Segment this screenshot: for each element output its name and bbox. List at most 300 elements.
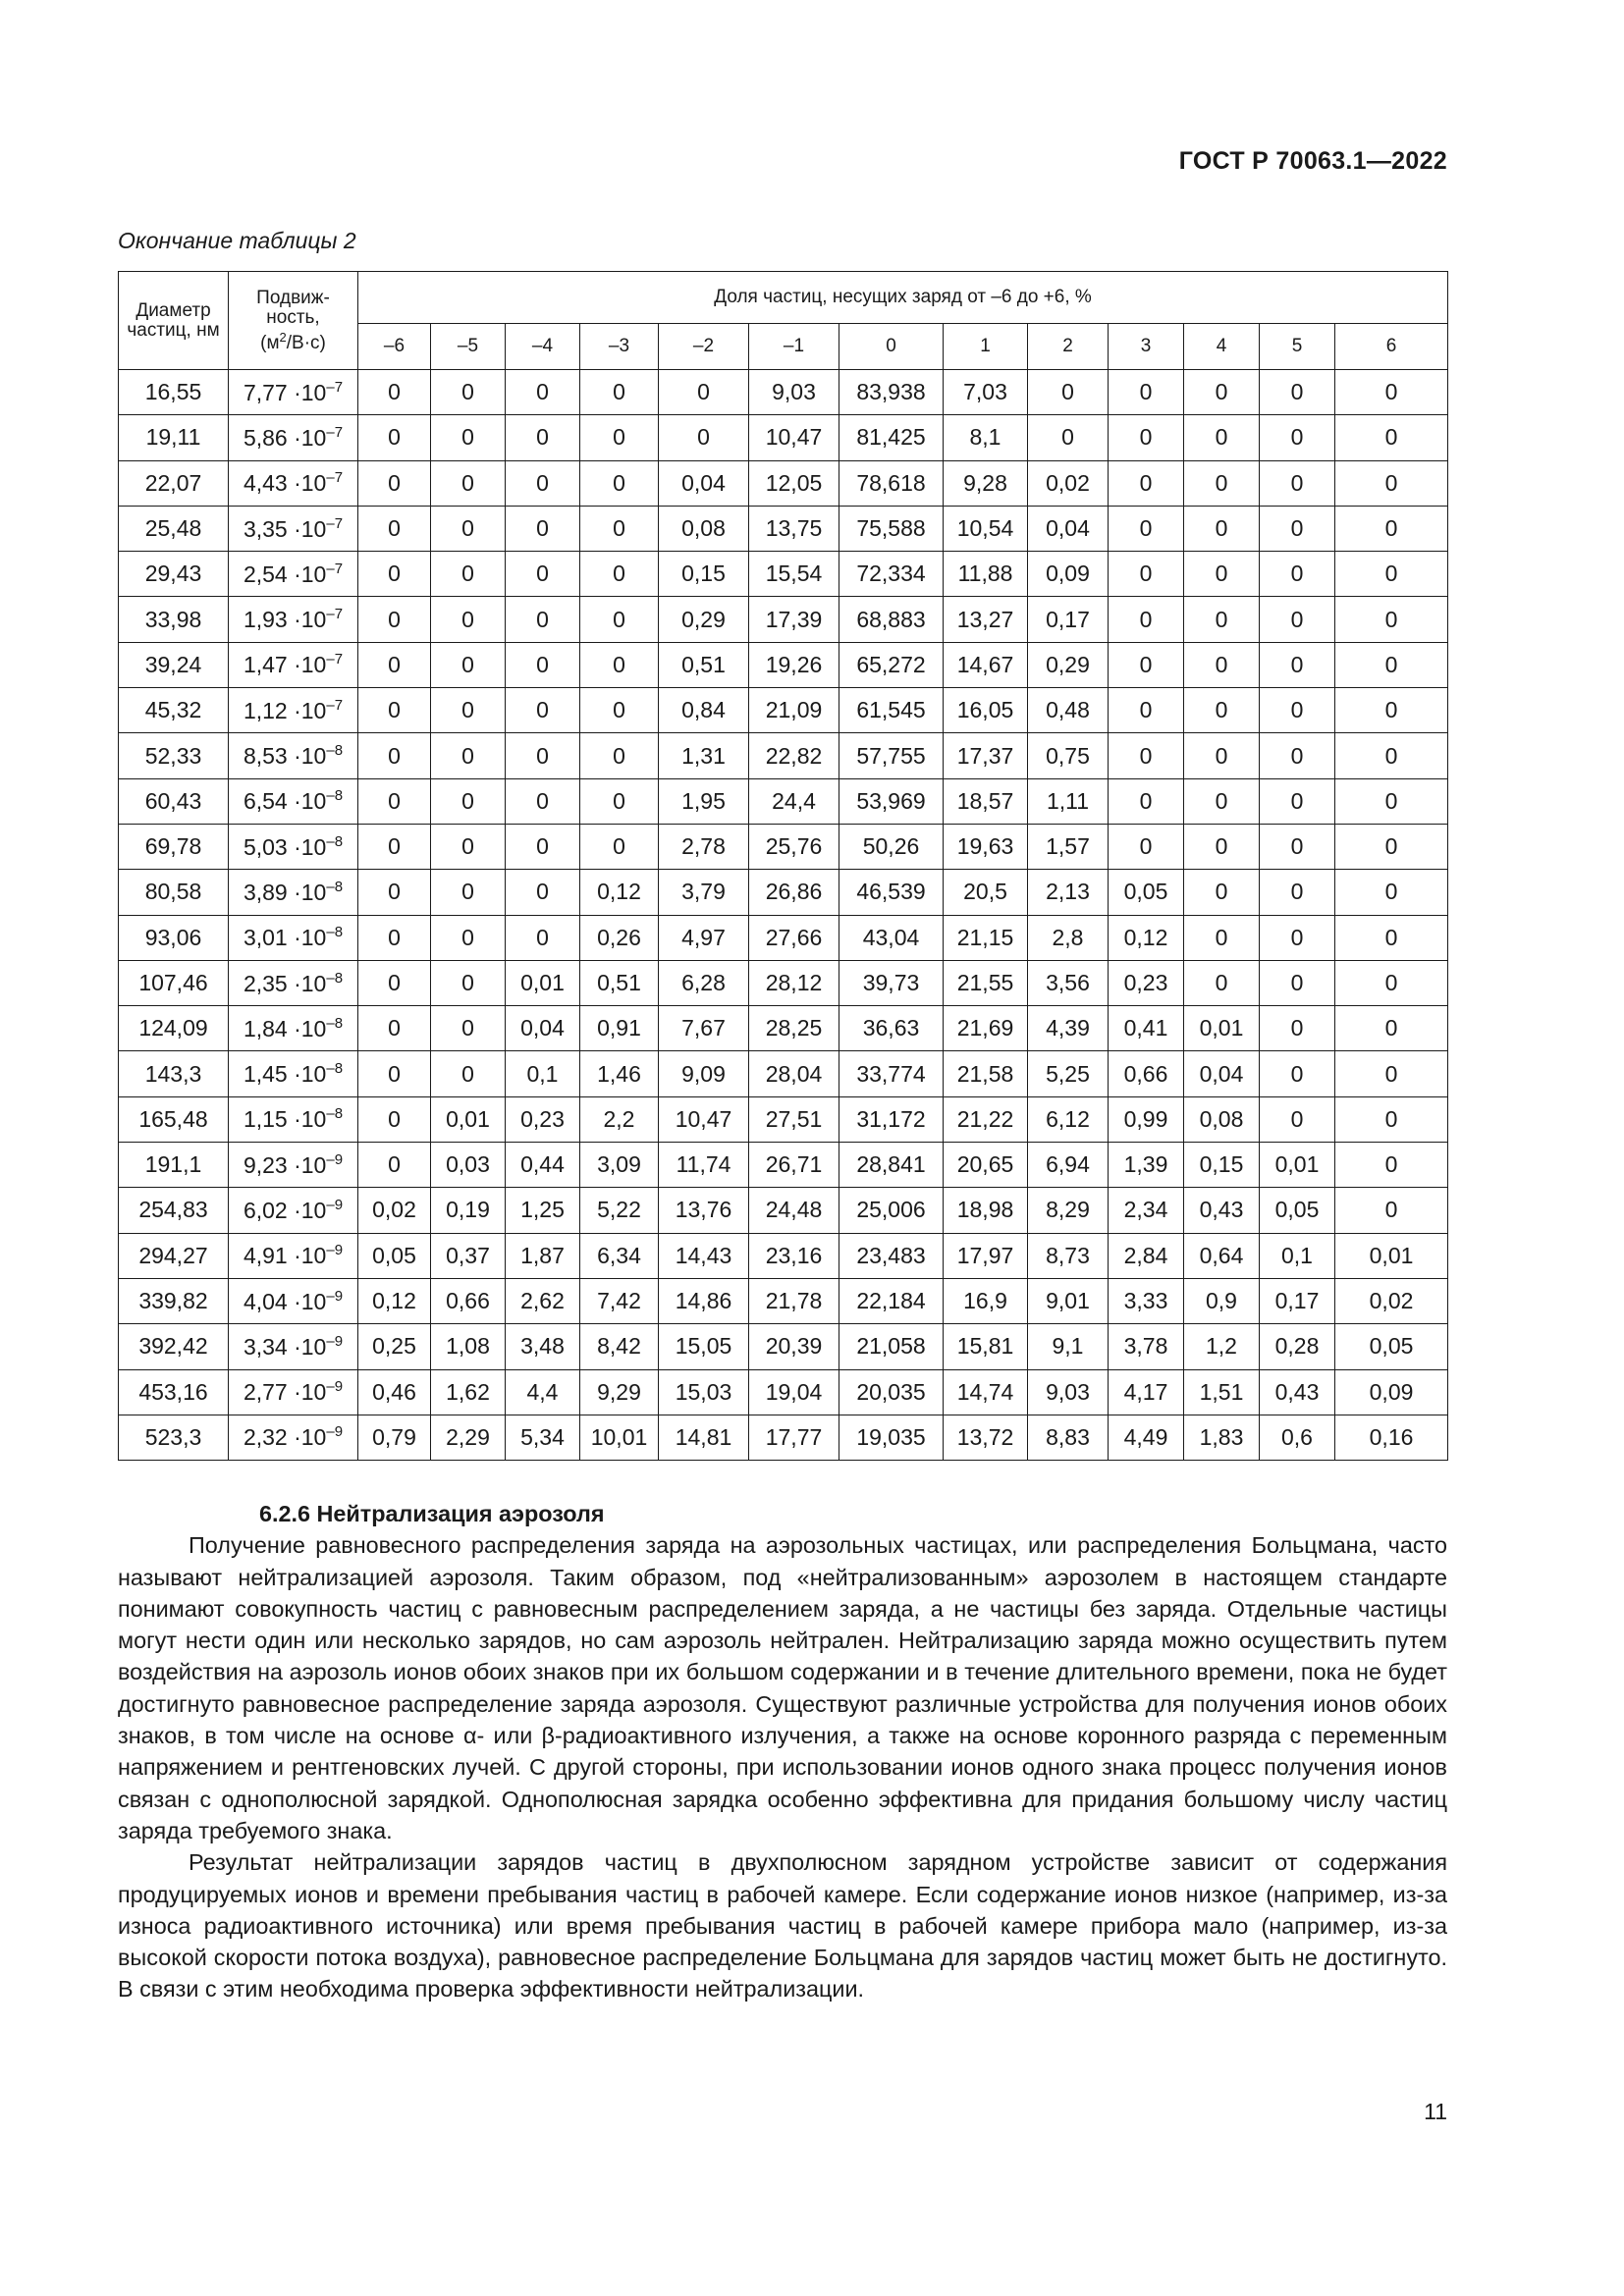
cell-charge-fraction: 0 — [1335, 1006, 1448, 1051]
cell-charge-fraction: 0,04 — [1028, 506, 1109, 551]
mobility-mantissa: 3,01 ·10 — [243, 925, 327, 951]
cell-charge-fraction: 0 — [580, 460, 659, 506]
cell-charge-fraction: 28,04 — [749, 1051, 839, 1096]
cell-charge-fraction: 0,29 — [1028, 642, 1109, 687]
cell-charge-fraction: 11,88 — [944, 552, 1028, 597]
cell-charge-fraction: 1,31 — [659, 733, 749, 778]
cell-charge-fraction: 0 — [506, 642, 580, 687]
cell-charge-fraction: 0,01 — [1260, 1143, 1335, 1188]
cell-charge-fraction: 0 — [1028, 370, 1109, 415]
cell-charge-fraction: 0 — [358, 1143, 431, 1188]
cell-charge-fraction: 6,34 — [580, 1233, 659, 1278]
mobility-exponent: –8 — [326, 878, 344, 895]
cell-charge-fraction: 0,04 — [1184, 1051, 1260, 1096]
cell-charge-fraction: 0 — [1260, 552, 1335, 597]
cell-charge-fraction: 0 — [358, 370, 431, 415]
table-row — [119, 1278, 1448, 1323]
cell-mobility — [229, 1143, 358, 1188]
table-row — [119, 506, 1448, 551]
cell-charge-fraction: 0,23 — [1109, 960, 1184, 1005]
cell-charge-fraction: 13,27 — [944, 597, 1028, 642]
cell-charge-fraction: 0 — [1260, 915, 1335, 960]
table-row — [119, 552, 1448, 597]
cell-charge-fraction: 0,04 — [506, 1006, 580, 1051]
cell-charge-fraction: 0,01 — [1335, 1233, 1448, 1278]
mobility-mantissa: 6,54 ·10 — [243, 788, 327, 815]
cell-charge-fraction: 31,172 — [839, 1096, 944, 1142]
cell-charge-fraction: 0 — [358, 415, 431, 460]
header-charge-0: –6 — [358, 324, 431, 370]
cell-mobility — [229, 506, 358, 551]
cell-charge-fraction: 0 — [1184, 915, 1260, 960]
cell-charge-fraction: 0 — [506, 915, 580, 960]
table-row — [119, 915, 1448, 960]
cell-charge-fraction: 0 — [358, 1096, 431, 1142]
cell-charge-fraction: 46,539 — [839, 870, 944, 915]
header-charge-1: –5 — [431, 324, 506, 370]
cell-charge-fraction: 0 — [580, 370, 659, 415]
cell-diameter: 294,27 — [119, 1233, 229, 1278]
table-row — [119, 1369, 1448, 1415]
cell-charge-fraction: 0,05 — [1260, 1188, 1335, 1233]
cell-charge-fraction: 0,15 — [659, 552, 749, 597]
cell-mobility — [229, 824, 358, 869]
mobility-mantissa: 1,93 ·10 — [243, 607, 327, 633]
cell-charge-fraction: 0 — [1109, 460, 1184, 506]
mobility-exponent: –8 — [326, 969, 344, 987]
cell-charge-fraction: 0,25 — [358, 1324, 431, 1369]
cell-charge-fraction: 33,774 — [839, 1051, 944, 1096]
cell-mobility — [229, 733, 358, 778]
cell-charge-fraction: 0,17 — [1028, 597, 1109, 642]
cell-charge-fraction: 2,84 — [1109, 1233, 1184, 1278]
table-row — [119, 1188, 1448, 1233]
cell-charge-fraction: 0 — [1109, 688, 1184, 733]
cell-charge-fraction: 1,11 — [1028, 778, 1109, 824]
cell-charge-fraction: 21,78 — [749, 1278, 839, 1323]
cell-charge-fraction: 0,91 — [580, 1006, 659, 1051]
cell-charge-fraction: 4,39 — [1028, 1006, 1109, 1051]
cell-charge-fraction: 0,08 — [659, 506, 749, 551]
cell-charge-fraction: 0 — [1184, 506, 1260, 551]
charge-distribution-table — [118, 271, 1448, 1461]
cell-charge-fraction: 39,73 — [839, 960, 944, 1005]
mobility-exponent: –7 — [326, 469, 344, 487]
cell-charge-fraction: 24,4 — [749, 778, 839, 824]
cell-charge-fraction: 15,03 — [659, 1369, 749, 1415]
cell-charge-fraction: 26,71 — [749, 1143, 839, 1188]
mobility-exponent: –8 — [326, 1060, 344, 1078]
cell-charge-fraction: 13,76 — [659, 1188, 749, 1233]
cell-charge-fraction: 0,44 — [506, 1143, 580, 1188]
header-mobility-line1: Подвиж- — [256, 287, 330, 308]
cell-charge-fraction: 10,47 — [749, 415, 839, 460]
table-row — [119, 1006, 1448, 1051]
cell-charge-fraction: 0 — [1335, 915, 1448, 960]
cell-mobility — [229, 1415, 358, 1460]
cell-charge-fraction: 0,46 — [358, 1369, 431, 1415]
mobility-exponent: –7 — [326, 423, 344, 441]
cell-charge-fraction: 0,51 — [659, 642, 749, 687]
cell-charge-fraction: 0 — [1335, 778, 1448, 824]
table-row — [119, 1233, 1448, 1278]
cell-charge-fraction: 0 — [1184, 688, 1260, 733]
unit-superscript: 2 — [279, 329, 287, 345]
mobility-mantissa: 1,45 ·10 — [243, 1061, 327, 1088]
cell-diameter: 16,55 — [119, 370, 229, 415]
cell-charge-fraction: 22,184 — [839, 1278, 944, 1323]
cell-diameter: 52,33 — [119, 733, 229, 778]
cell-mobility — [229, 1233, 358, 1278]
mobility-mantissa: 2,77 ·10 — [243, 1379, 327, 1406]
header-charge-3: –3 — [580, 324, 659, 370]
section-heading: 6.2.6 Нейтрализация аэрозоля — [259, 1501, 605, 1526]
cell-charge-fraction: 0 — [1335, 597, 1448, 642]
cell-charge-fraction: 0 — [358, 552, 431, 597]
cell-charge-fraction: 1,83 — [1184, 1415, 1260, 1460]
header-charge-12: 6 — [1335, 324, 1448, 370]
cell-charge-fraction: 24,48 — [749, 1188, 839, 1233]
cell-charge-fraction: 16,9 — [944, 1278, 1028, 1323]
table-row — [119, 870, 1448, 915]
cell-charge-fraction: 0 — [1335, 733, 1448, 778]
cell-charge-fraction: 0 — [1260, 1051, 1335, 1096]
mobility-exponent: –8 — [326, 742, 344, 760]
cell-charge-fraction: 20,65 — [944, 1143, 1028, 1188]
cell-charge-fraction: 72,334 — [839, 552, 944, 597]
mobility-mantissa: 4,91 ·10 — [243, 1243, 327, 1269]
cell-charge-fraction: 9,29 — [580, 1369, 659, 1415]
mobility-exponent: –7 — [326, 378, 344, 396]
mobility-mantissa: 6,02 ·10 — [243, 1197, 327, 1223]
cell-charge-fraction: 0,23 — [506, 1096, 580, 1142]
cell-charge-fraction: 18,98 — [944, 1188, 1028, 1233]
mobility-exponent: –9 — [326, 1242, 344, 1259]
cell-charge-fraction: 0 — [1260, 824, 1335, 869]
cell-charge-fraction: 0 — [431, 370, 506, 415]
mobility-exponent: –9 — [326, 1423, 344, 1441]
cell-diameter: 33,98 — [119, 597, 229, 642]
cell-charge-fraction: 3,09 — [580, 1143, 659, 1188]
cell-charge-fraction: 0 — [1184, 642, 1260, 687]
mobility-exponent: –9 — [326, 1287, 344, 1305]
cell-charge-fraction: 0,02 — [358, 1188, 431, 1233]
cell-charge-fraction: 0,48 — [1028, 688, 1109, 733]
cell-charge-fraction: 4,49 — [1109, 1415, 1184, 1460]
cell-mobility — [229, 1324, 358, 1369]
cell-charge-fraction: 0 — [431, 688, 506, 733]
cell-charge-fraction: 21,55 — [944, 960, 1028, 1005]
cell-mobility — [229, 415, 358, 460]
cell-charge-fraction: 12,05 — [749, 460, 839, 506]
cell-charge-fraction: 0 — [431, 597, 506, 642]
cell-charge-fraction: 8,29 — [1028, 1188, 1109, 1233]
cell-charge-fraction: 20,5 — [944, 870, 1028, 915]
page-number: 11 — [1424, 2099, 1447, 2124]
cell-charge-fraction: 2,2 — [580, 1096, 659, 1142]
cell-charge-fraction: 0,41 — [1109, 1006, 1184, 1051]
cell-charge-fraction: 0 — [431, 915, 506, 960]
mobility-mantissa: 1,47 ·10 — [243, 652, 327, 678]
cell-charge-fraction: 5,34 — [506, 1415, 580, 1460]
cell-charge-fraction: 20,035 — [839, 1369, 944, 1415]
mobility-exponent: –8 — [326, 832, 344, 850]
cell-charge-fraction: 0 — [1184, 824, 1260, 869]
cell-charge-fraction: 25,76 — [749, 824, 839, 869]
cell-charge-fraction: 27,51 — [749, 1096, 839, 1142]
cell-charge-fraction: 0 — [1109, 824, 1184, 869]
cell-charge-fraction: 0,12 — [580, 870, 659, 915]
cell-charge-fraction: 1,87 — [506, 1233, 580, 1278]
cell-charge-fraction: 14,81 — [659, 1415, 749, 1460]
cell-charge-fraction: 0,12 — [358, 1278, 431, 1323]
cell-charge-fraction: 21,09 — [749, 688, 839, 733]
cell-charge-fraction: 15,05 — [659, 1324, 749, 1369]
cell-mobility — [229, 370, 358, 415]
cell-charge-fraction: 0 — [1335, 870, 1448, 915]
header-charge-2: –4 — [506, 324, 580, 370]
header-charge-10: 4 — [1184, 324, 1260, 370]
cell-diameter: 93,06 — [119, 915, 229, 960]
cell-charge-fraction: 2,34 — [1109, 1188, 1184, 1233]
cell-charge-fraction: 0 — [431, 1006, 506, 1051]
cell-diameter: 165,48 — [119, 1096, 229, 1142]
cell-charge-fraction: 4,97 — [659, 915, 749, 960]
mobility-exponent: –9 — [326, 1378, 344, 1396]
header-charge-fraction: Доля частиц, несущих заряд от –6 до +6, % — [358, 272, 1448, 324]
cell-charge-fraction: 0 — [1184, 960, 1260, 1005]
cell-charge-fraction: 5,22 — [580, 1188, 659, 1233]
cell-charge-fraction: 0 — [358, 1051, 431, 1096]
paragraph-1: Получение равновесного распределения заряда на аэрозольных частицах, или распределения Больцмана, часто называют нейтрализацией аэрозоля. Таким образом, под «нейтрализованным» аэрозолем в настоящем стандарте понимают совокупность частиц с равновесным распределением заряда, а не частицы без заряда. Отдельные частицы могут нести один или несколько зарядов, но сам аэрозоль нейтрален. Нейтрализацию заряда можно осуществить путем воздействия на аэрозоль ионов обоих знаков при их большом содержании и в течение длительного времени, пока не будет достигнуто равновесное распределение заряда аэрозоля. Существуют различные устройства для получения ионов обоих знаков, в том числе на основе α- или β-радиоактивного излучения, а также на основе коронного разряда с переменным напряжением и рентгеновских лучей. С другой стороны, при использовании ионов одного знака процесс получения ионов связан с однополюсной зарядкой. Однополюсная зарядка особенно эффективна для придания большому числу частиц заряда требуемого знака. — [118, 1532, 1447, 1843]
cell-charge-fraction: 0 — [431, 733, 506, 778]
cell-diameter: 19,11 — [119, 415, 229, 460]
cell-charge-fraction: 0 — [1260, 460, 1335, 506]
cell-charge-fraction: 0 — [431, 642, 506, 687]
cell-diameter: 107,46 — [119, 960, 229, 1005]
cell-charge-fraction: 0,02 — [1028, 460, 1109, 506]
cell-charge-fraction: 1,08 — [431, 1324, 506, 1369]
cell-charge-fraction: 0 — [1260, 870, 1335, 915]
cell-charge-fraction: 2,78 — [659, 824, 749, 869]
cell-charge-fraction: 19,035 — [839, 1415, 944, 1460]
cell-charge-fraction: 0 — [506, 824, 580, 869]
mobility-exponent: –7 — [326, 651, 344, 668]
cell-charge-fraction: 1,51 — [1184, 1369, 1260, 1415]
mobility-exponent: –9 — [326, 1332, 344, 1350]
cell-charge-fraction: 9,03 — [1028, 1369, 1109, 1415]
cell-charge-fraction: 3,79 — [659, 870, 749, 915]
cell-charge-fraction: 0 — [1260, 506, 1335, 551]
mobility-exponent: –9 — [326, 1196, 344, 1213]
cell-charge-fraction: 0 — [1184, 733, 1260, 778]
cell-charge-fraction: 11,74 — [659, 1143, 749, 1188]
cell-charge-fraction: 0 — [1335, 642, 1448, 687]
mobility-exponent: –7 — [326, 696, 344, 714]
cell-charge-fraction: 13,75 — [749, 506, 839, 551]
cell-charge-fraction: 0 — [358, 915, 431, 960]
mobility-mantissa: 1,12 ·10 — [243, 697, 327, 723]
cell-charge-fraction: 65,272 — [839, 642, 944, 687]
cell-charge-fraction: 50,26 — [839, 824, 944, 869]
cell-charge-fraction: 0 — [506, 597, 580, 642]
cell-charge-fraction: 2,62 — [506, 1278, 580, 1323]
cell-charge-fraction: 0,15 — [1184, 1143, 1260, 1188]
cell-charge-fraction: 0 — [1184, 778, 1260, 824]
cell-charge-fraction: 0 — [431, 415, 506, 460]
cell-charge-fraction: 0,17 — [1260, 1278, 1335, 1323]
cell-charge-fraction: 0 — [1335, 960, 1448, 1005]
cell-charge-fraction: 0 — [1335, 415, 1448, 460]
cell-charge-fraction: 3,56 — [1028, 960, 1109, 1005]
table-row — [119, 733, 1448, 778]
cell-charge-fraction: 36,63 — [839, 1006, 944, 1051]
cell-charge-fraction: 0,26 — [580, 915, 659, 960]
cell-charge-fraction: 17,37 — [944, 733, 1028, 778]
cell-charge-fraction: 0 — [1184, 415, 1260, 460]
cell-charge-fraction: 0 — [1335, 1143, 1448, 1188]
cell-charge-fraction: 0 — [358, 506, 431, 551]
cell-charge-fraction: 0 — [1028, 415, 1109, 460]
cell-charge-fraction: 0,84 — [659, 688, 749, 733]
cell-charge-fraction: 0 — [1335, 552, 1448, 597]
table-row — [119, 960, 1448, 1005]
cell-mobility — [229, 642, 358, 687]
cell-charge-fraction: 21,058 — [839, 1324, 944, 1369]
cell-diameter: 392,42 — [119, 1324, 229, 1369]
cell-charge-fraction: 0 — [358, 597, 431, 642]
cell-charge-fraction: 0 — [431, 460, 506, 506]
cell-charge-fraction: 7,03 — [944, 370, 1028, 415]
cell-charge-fraction: 0,12 — [1109, 915, 1184, 960]
cell-charge-fraction: 17,77 — [749, 1415, 839, 1460]
mobility-exponent: –8 — [326, 1105, 344, 1123]
cell-mobility — [229, 688, 358, 733]
cell-charge-fraction: 0 — [431, 552, 506, 597]
cell-charge-fraction: 0,37 — [431, 1233, 506, 1278]
cell-charge-fraction: 0,08 — [1184, 1096, 1260, 1142]
mobility-exponent: –8 — [326, 924, 344, 941]
cell-charge-fraction: 14,74 — [944, 1369, 1028, 1415]
cell-charge-fraction: 0 — [1335, 1051, 1448, 1096]
cell-charge-fraction: 27,66 — [749, 915, 839, 960]
cell-diameter: 453,16 — [119, 1369, 229, 1415]
mobility-exponent: –7 — [326, 606, 344, 623]
cell-charge-fraction: 0,19 — [431, 1188, 506, 1233]
cell-charge-fraction: 0 — [580, 778, 659, 824]
cell-charge-fraction: 1,25 — [506, 1188, 580, 1233]
cell-charge-fraction: 7,67 — [659, 1006, 749, 1051]
header-charge-4: –2 — [659, 324, 749, 370]
cell-charge-fraction: 0 — [1260, 960, 1335, 1005]
cell-charge-fraction: 68,883 — [839, 597, 944, 642]
cell-charge-fraction: 2,29 — [431, 1415, 506, 1460]
mobility-mantissa: 4,04 ·10 — [243, 1288, 327, 1314]
cell-charge-fraction: 26,86 — [749, 870, 839, 915]
cell-charge-fraction: 61,545 — [839, 688, 944, 733]
cell-charge-fraction: 6,94 — [1028, 1143, 1109, 1188]
mobility-mantissa: 5,86 ·10 — [243, 424, 327, 451]
table-row — [119, 1415, 1448, 1460]
cell-charge-fraction: 0,99 — [1109, 1096, 1184, 1142]
cell-charge-fraction: 0 — [431, 778, 506, 824]
cell-charge-fraction: 0 — [1109, 642, 1184, 687]
cell-charge-fraction: 0 — [1335, 370, 1448, 415]
table-row — [119, 1051, 1448, 1096]
cell-charge-fraction: 15,81 — [944, 1324, 1028, 1369]
cell-diameter: 254,83 — [119, 1188, 229, 1233]
cell-charge-fraction: 0,05 — [1335, 1324, 1448, 1369]
header-mobility-unit — [260, 329, 326, 353]
mobility-mantissa: 3,89 ·10 — [243, 879, 327, 905]
cell-diameter: 22,07 — [119, 460, 229, 506]
cell-charge-fraction: 28,841 — [839, 1143, 944, 1188]
cell-charge-fraction: 18,57 — [944, 778, 1028, 824]
cell-charge-fraction: 0 — [1184, 597, 1260, 642]
cell-mobility — [229, 1096, 358, 1142]
cell-charge-fraction: 0 — [1109, 552, 1184, 597]
cell-charge-fraction: 2,13 — [1028, 870, 1109, 915]
cell-charge-fraction: 0 — [431, 1051, 506, 1096]
table-row — [119, 460, 1448, 506]
cell-charge-fraction: 0,28 — [1260, 1324, 1335, 1369]
cell-charge-fraction: 19,26 — [749, 642, 839, 687]
mobility-mantissa: 2,32 ·10 — [243, 1424, 327, 1451]
cell-charge-fraction: 0 — [1260, 778, 1335, 824]
cell-charge-fraction: 17,97 — [944, 1233, 1028, 1278]
table-caption: Окончание таблицы 2 — [118, 228, 356, 253]
cell-diameter: 80,58 — [119, 870, 229, 915]
cell-charge-fraction: 0,79 — [358, 1415, 431, 1460]
cell-charge-fraction: 0,9 — [1184, 1278, 1260, 1323]
header-charge-9: 3 — [1109, 324, 1184, 370]
cell-charge-fraction: 7,42 — [580, 1278, 659, 1323]
cell-charge-fraction: 0 — [506, 506, 580, 551]
cell-charge-fraction: 14,67 — [944, 642, 1028, 687]
cell-charge-fraction: 0 — [506, 415, 580, 460]
cell-charge-fraction: 9,01 — [1028, 1278, 1109, 1323]
cell-charge-fraction: 0,01 — [506, 960, 580, 1005]
cell-mobility — [229, 778, 358, 824]
header-diameter: Диаметр частиц, нм — [119, 272, 229, 370]
cell-charge-fraction: 0 — [580, 733, 659, 778]
mobility-mantissa: 4,43 ·10 — [243, 470, 327, 497]
table-row — [119, 778, 1448, 824]
cell-charge-fraction: 13,72 — [944, 1415, 1028, 1460]
cell-charge-fraction: 0 — [358, 460, 431, 506]
cell-charge-fraction: 0 — [1184, 552, 1260, 597]
cell-charge-fraction: 0 — [1109, 415, 1184, 460]
table-row — [119, 415, 1448, 460]
cell-charge-fraction: 0 — [358, 778, 431, 824]
mobility-mantissa: 3,34 ·10 — [243, 1333, 327, 1360]
mobility-exponent: –7 — [326, 560, 344, 577]
cell-charge-fraction: 0,66 — [431, 1278, 506, 1323]
cell-diameter: 339,82 — [119, 1278, 229, 1323]
cell-charge-fraction: 16,05 — [944, 688, 1028, 733]
header-charge-11: 5 — [1260, 324, 1335, 370]
cell-charge-fraction: 0,02 — [1335, 1278, 1448, 1323]
cell-charge-fraction: 0 — [358, 642, 431, 687]
cell-charge-fraction: 1,95 — [659, 778, 749, 824]
mobility-mantissa: 7,77 ·10 — [243, 379, 327, 405]
cell-charge-fraction: 0,01 — [431, 1096, 506, 1142]
cell-mobility — [229, 552, 358, 597]
cell-charge-fraction: 21,58 — [944, 1051, 1028, 1096]
cell-charge-fraction: 1,39 — [1109, 1143, 1184, 1188]
mobility-mantissa: 1,84 ·10 — [243, 1015, 327, 1041]
cell-charge-fraction: 0 — [506, 870, 580, 915]
